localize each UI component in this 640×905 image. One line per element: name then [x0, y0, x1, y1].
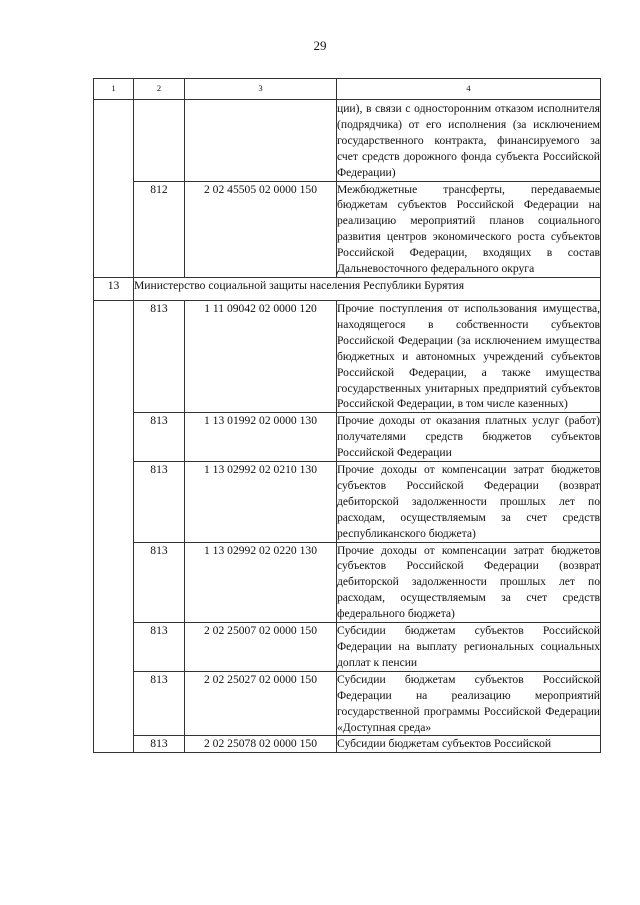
table-row: [94, 671, 601, 736]
description-cell: Прочие поступления от использования имущества, находящегося в собственности субъектов Российской Федерации (за исключением имущества бюджетных и автономных учреждений субъектов Российской Федерации, а также имущества государственных унитарных предприятий субъектов Российской Федерации, в том числе казенных): [337, 300, 601, 412]
empty-index-cell: [94, 100, 134, 278]
column-number-row: [94, 79, 601, 100]
admin-code-cell: 813: [134, 623, 185, 672]
section-title: Министерство социальной защиты населения Республики Бурятия: [134, 277, 601, 300]
page-number: 29: [313, 38, 327, 53]
table-row: [94, 300, 601, 412]
description-cell: Межбюджетные трансферты, передаваемые бюджетам субъектов Российской Федерации на реализацию мероприятий планов социального развития центров экономического роста субъектов Российской Федерации, входящих в состав Дальневосточного федерального округа: [337, 181, 601, 277]
empty-code-cell: [185, 100, 337, 182]
description-cell: Прочие доходы от оказания платных услуг (работ) получателями средств бюджетов субъектов Российской Федерации: [337, 413, 601, 462]
table-row: [94, 462, 601, 543]
empty-index-cell: [94, 300, 134, 752]
table-row: [94, 623, 601, 672]
description-cell: Субсидии бюджетам субъектов Российской Федерации на выплату региональных социальных доплат к пенсии: [337, 623, 601, 672]
description-cell: Прочие доходы от компенсации затрат бюджетов субъектов Российской Федерации (возврат дебиторской задолженности прошлых лет по расходам, осуществляемым за счет средств республиканского бюджета): [337, 462, 601, 543]
admin-code-cell: 813: [134, 736, 185, 753]
column-number-3: 3: [185, 79, 337, 100]
section-header-row: [94, 277, 601, 300]
admin-code-cell: 813: [134, 413, 185, 462]
admin-code-cell: 813: [134, 671, 185, 736]
revenue-code-cell: 1 11 09042 02 0000 120: [185, 300, 337, 412]
revenue-code-cell: 1 13 01992 02 0000 130: [185, 413, 337, 462]
column-number-2: 2: [134, 79, 185, 100]
revenue-code-cell: 2 02 25027 02 0000 150: [185, 671, 337, 736]
revenue-code-cell: 2 02 25007 02 0000 150: [185, 623, 337, 672]
column-number-4: 4: [337, 79, 601, 100]
admin-code-cell: 813: [134, 462, 185, 543]
table-row-continuation: [94, 100, 601, 182]
table-row: [94, 542, 601, 623]
revenue-code-cell: 1 13 02992 02 0220 130: [185, 542, 337, 623]
empty-admin-cell: [134, 100, 185, 182]
revenue-code-cell: 1 13 02992 02 0210 130: [185, 462, 337, 543]
budget-revenue-table: [93, 78, 601, 753]
description-cell: Субсидии бюджетам субъектов Российской Федерации на реализацию мероприятий государственной программы Российской Федерации «Доступная среда»: [337, 671, 601, 736]
description-cell: ции), в связи с односторонним отказом исполнителя (подрядчика) от его исполнения (за исключением государственного контракта, финансируемого за счет средств дорожного фонда субъекта Российской Федерации): [337, 100, 601, 182]
description-cell: Прочие доходы от компенсации затрат бюджетов субъектов Российской Федерации (возврат дебиторской задолженности прошлых лет по расходам, осуществляемым за счет средств федерального бюджета): [337, 542, 601, 623]
section-number: 13: [94, 277, 134, 300]
revenue-code-cell: 2 02 45505 02 0000 150: [185, 181, 337, 277]
column-number-1: 1: [94, 79, 134, 100]
table-row: [94, 736, 601, 753]
admin-code-cell: 813: [134, 542, 185, 623]
revenue-code-cell: 2 02 25078 02 0000 150: [185, 736, 337, 753]
admin-code-cell: 813: [134, 300, 185, 412]
description-cell: Субсидии бюджетам субъектов Российской: [337, 736, 601, 753]
table-row: [94, 181, 601, 277]
admin-code-cell: 812: [134, 181, 185, 277]
table-row: [94, 413, 601, 462]
